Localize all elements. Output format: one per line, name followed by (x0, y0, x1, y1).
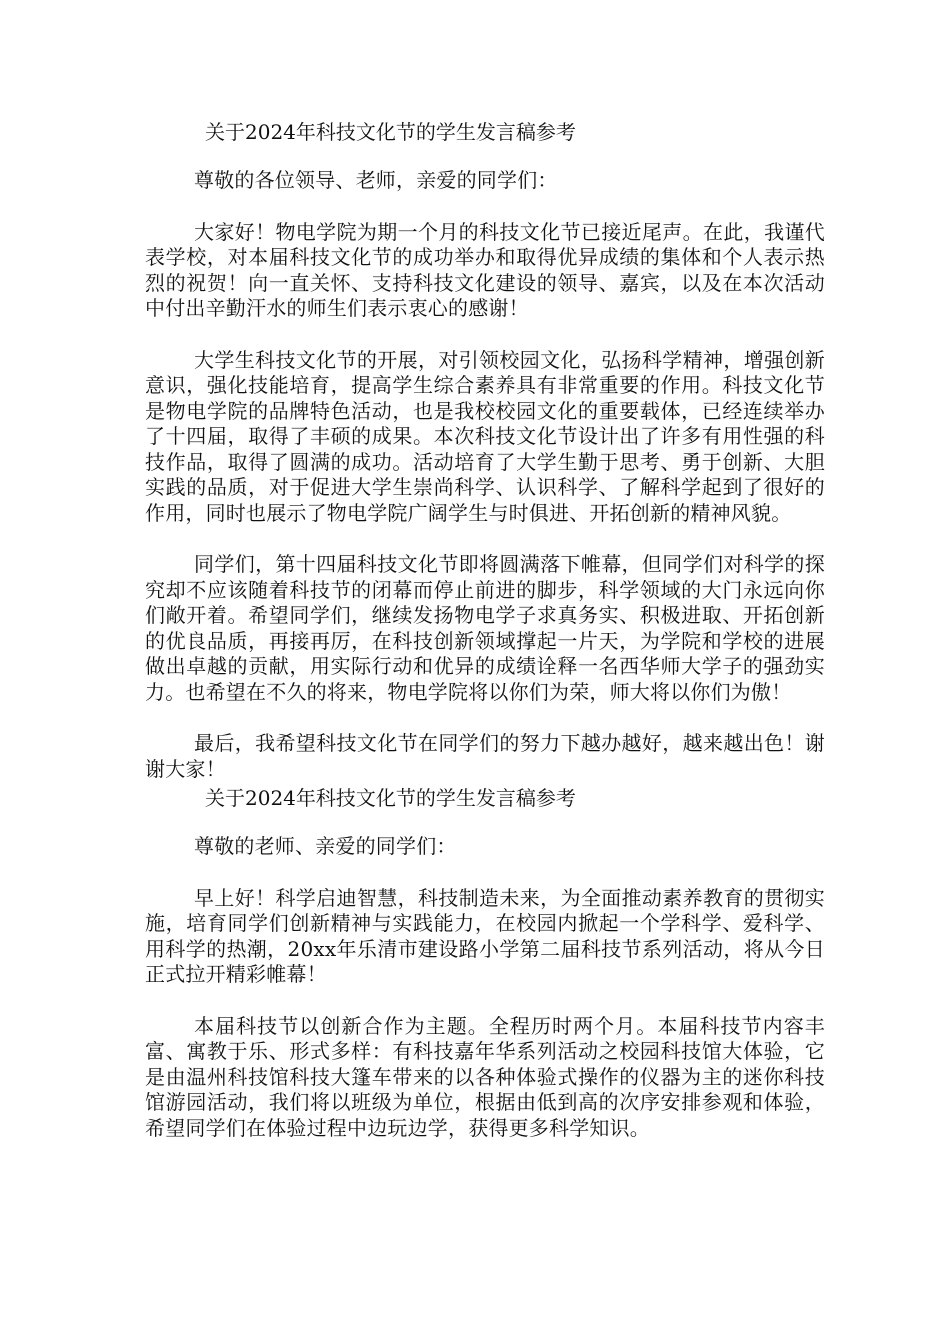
speech2-paragraph-1: 早上好！科学启迪智慧，科技制造未来，为全面推动素养教育的贯彻实施，培育同学们创新精神与实践能力，在校园内掀起一个学科学、爱科学、用科学的热潮，20xx年乐清市建设路小学第二届科技节系列活动，将从今日正式拉开精彩帷幕！ (145, 885, 825, 986)
speech1-paragraph-3: 同学们，第十四届科技文化节即将圆满落下帷幕，但同学们对科学的探究却不应该随着科技节的闭幕而停止前进的脚步，科学领域的大门永远向你们敞开着。希望同学们，继续发扬物电学子求真务实、积极进取、开拓创新的优良品质，再接再厉，在科技创新领域撑起一片天，为学院和学校的进展做出卓越的贡献，用实际行动和优异的成绩诠释一名西华师大学子的强劲实力。也希望在不久的将来，物电学院将以你们为荣，师大将以你们为傲！ (145, 552, 825, 704)
speech1-paragraph-2: 大学生科技文化节的开展，对引领校园文化，弘扬科学精神，增强创新意识，强化技能培育，提高学生综合素养具有非常重要的作用。科技文化节是物电学院的品牌特色活动，也是我校校园文化的重要载体，已经连续举办了十四届，取得了丰硕的成果。本次科技文化节设计出了许多有用性强的科技作品，取得了圆满的成功。活动培育了大学生勤于思考、勇于创新、大胆实践的品质，对于促进大学生崇尚科学、认识科学、了解科学起到了很好的作用，同时也展示了物电学院广阔学生与时俱进、开拓创新的精神风貌。 (145, 347, 825, 525)
speech2-paragraph-2: 本届科技节以创新合作为主题。全程历时两个月。本届科技节内容丰富、寓教于乐、形式多样：有科技嘉年华系列活动之校园科技馆大体验，它是由温州科技馆科技大篷车带来的以各种体验式操作的仪器为主的迷你科技馆游园活动，我们将以班级为单位，根据由低到高的次序安排参观和体验，希望同学们在体验过程中边玩边学，获得更多科学知识。 (145, 1013, 825, 1140)
speech1-title: 关于2024年科技文化节的学生发言稿参考 (205, 120, 576, 144)
speech2-greeting: 尊敬的老师、亲爱的同学们： (194, 834, 457, 858)
document-page (145, 118, 825, 1141)
speech1-paragraph-4: 最后，我希望科技文化节在同学们的努力下越办越好，越来越出色！谢谢大家！ (145, 731, 825, 781)
speech1-greeting: 尊敬的各位领导、老师，亲爱的同学们： (194, 168, 558, 192)
speech1-paragraph-1: 大家好！物电学院为期一个月的科技文化节已接近尾声。在此，我谨代表学校，对本届科技文化节的成功举办和取得优异成绩的集体和个人表示热烈的祝贺！向一直关怀、支持科技文化建设的领导、嘉宾，以及在本次活动中付出辛勤汗水的师生们表示衷心的感谢！ (145, 219, 825, 320)
speech2-title: 关于2024年科技文化节的学生发言稿参考 (205, 786, 576, 810)
